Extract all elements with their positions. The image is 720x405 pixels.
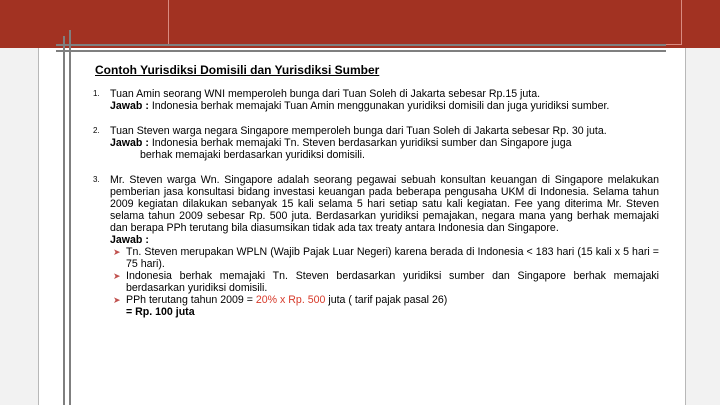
item-text: Tuan Amin seorang WNI memperoleh bunga dari Tuan Soleh di Jakarta sebesar Rp.15 juta. [110, 88, 541, 100]
list-item [93, 88, 659, 112]
list-item [93, 125, 659, 161]
item-answer [110, 137, 659, 149]
answer-label: Jawab : [110, 137, 149, 149]
item-text: Tuan Steven warga negara Singapore memperoleh bunga dari Tuan Soleh di Jakarta sebesar Rp. 30 juta. [110, 125, 607, 137]
item-number: 2. [93, 126, 100, 135]
frame-line [56, 44, 666, 46]
answer-text: Indonesia berhak memajaki Tn. Steven berdasarkan yuridiksi sumber dan Singapore juga [151, 137, 572, 149]
slide-title: Contoh Yurisdiksi Domisili dan Yurisdiksi Sumber [95, 63, 380, 77]
arrow-bullet-icon: ➤ [113, 271, 121, 281]
item-answer [110, 100, 659, 112]
frame-line [63, 36, 65, 405]
pph-rate: 20% x Rp. 500 [255, 294, 326, 306]
answer-label: Jawab : [110, 234, 149, 246]
pph-prefix: PPh terutang tahun 2009 = [126, 294, 256, 306]
answer-text: Indonesia berhak memajaki Tuan Amin menggunakan yuridiksi domisili dan juga yuridiksi sumber. [151, 100, 610, 112]
sub-point-text: Tn. Steven merupakan WPLN (Wajib Pajak Luar Negeri) karena berada di Indonesia < 183 hari (15 kali x 5 hari = 75 hari). [126, 246, 659, 270]
answer-label: Jawab : [110, 100, 149, 112]
answer-continuation: berhak memajaki berdasarkan yuridiksi domisili. [140, 149, 365, 161]
sub-point [110, 246, 659, 270]
item-number: 3. [93, 175, 100, 184]
arrow-bullet-icon: ➤ [113, 247, 121, 257]
frame-line [69, 30, 71, 405]
sub-point [110, 270, 659, 294]
item-text: Mr. Steven warga Wn. Singapore adalah seorang pegawai sebuah konsultan keuangan di Singapore melakukan pemberian jasa konsultasi bidang investasi keuangan pada beberapa pengusaha UKM di Indonesia. Selama tahun 2009 kegiatan dilakukan sebanyak 15 kali selama 5 hari setiap satu kali kegiatan. Fee yang diterima Mr. Steven selama tahun 2009 sebesar Rp. 500 juta. Berdasarkan yuridiksi pemajakan, negara mana yang berhak memajaki dan berapa PPh terutang bila diasumsikan tidak ada tax treaty antara Indonesia dan Singapore. [110, 174, 659, 234]
pph-suffix: juta ( tarif pajak pasal 26) [325, 294, 448, 306]
item-number: 1. [93, 89, 100, 98]
pph-total: = Rp. 100 juta [126, 306, 195, 318]
arrow-bullet-icon: ➤ [113, 295, 121, 305]
list-item [93, 174, 659, 318]
frame-line [56, 50, 666, 52]
slide-content [93, 64, 659, 331]
sub-point [110, 294, 659, 306]
title-band [0, 0, 720, 48]
sub-point-text: Indonesia berhak memajaki Tn. Steven berdasarkan yuridiksi sumber dan Singapore berhak memajaki berdasarkan yuridiksi domisili. [126, 270, 659, 294]
sub-point-list [110, 246, 659, 318]
title-band-frame [168, 0, 682, 45]
